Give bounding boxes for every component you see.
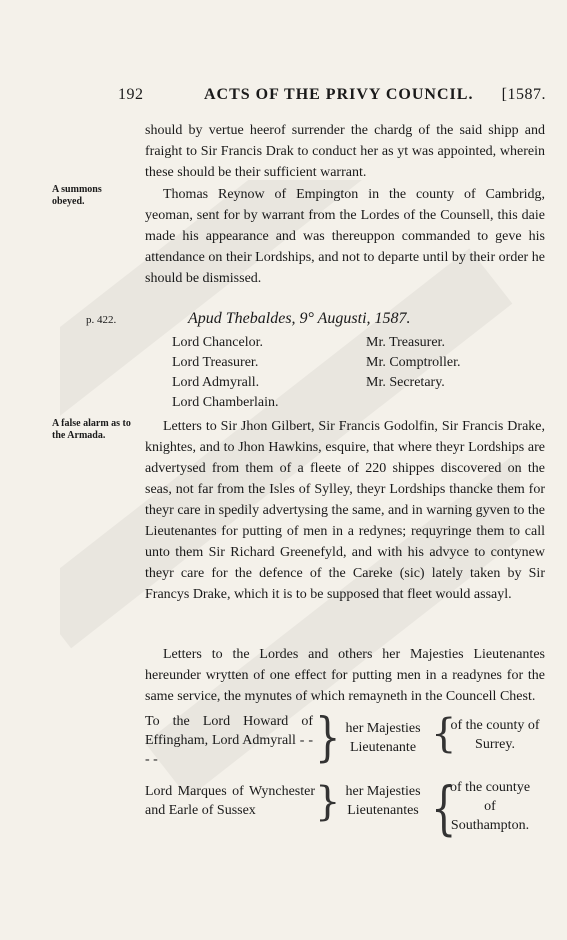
recipient-title bbox=[335, 782, 431, 820]
title-line: Lieutenante bbox=[349, 740, 417, 755]
member-entry: Lord Treasurer. bbox=[172, 355, 259, 370]
member-entry: Lord Chancelor. bbox=[172, 335, 263, 350]
member-entry: Mr. Treasurer. bbox=[366, 335, 445, 350]
margin-note-armada: A false alarm as to the Armada. bbox=[52, 418, 131, 441]
right-brace: } bbox=[315, 708, 341, 768]
member-entry: Lord Admyrall. bbox=[172, 375, 260, 390]
left-brace: { bbox=[431, 775, 457, 843]
recipient-name: Lord Marques of Wynchester and Earle of Sussex bbox=[145, 784, 315, 818]
running-title: ACTS OF THE PRIVY COUNCIL. bbox=[204, 86, 474, 103]
title-line: her Majesties bbox=[345, 784, 421, 799]
members-left-column bbox=[172, 333, 279, 413]
paragraph-summons: Thomas Reynow of Empington in the county of Cambridg, yeoman, sent for by warrant from the Lordes of the Counsell, this daie made his appearance and was thereuppon commanded to geve his attendance on their Lordships, and not to departe until by their order he should be dismissed. bbox=[145, 187, 545, 286]
paragraph-letters-lieutenants: Letters to the Lordes and others her Majesties Lieutenantes hereunder wrytten of one effect for putting men in a readynes for the same service, the mynutes of which remayneth in the Councell Chest. bbox=[145, 647, 545, 704]
recipient-county bbox=[445, 716, 545, 754]
page-number: 192 bbox=[118, 86, 144, 103]
county-line: of the county of bbox=[450, 718, 540, 733]
county-line: of Southampton. bbox=[450, 799, 530, 833]
recipient-title bbox=[335, 719, 431, 757]
county-line: Surrey. bbox=[475, 737, 515, 752]
page-reference: p. 422. bbox=[86, 314, 117, 326]
paragraph-continuation: should by vertue heerof surrender the chardg of the said shipp and fraight to Sir Francis Drak to conduct her as yt was appointed, wherein these should be their sufficient warrant. bbox=[145, 123, 545, 180]
meeting-heading: Apud Thebaldes, 9° Augusti, 1587. bbox=[188, 310, 411, 327]
letter-entry-winchester bbox=[145, 775, 545, 846]
left-brace: { bbox=[431, 711, 457, 757]
member-entry: Mr. Comptroller. bbox=[366, 355, 461, 370]
letter-entry-howard bbox=[145, 708, 545, 774]
paragraph-letters-gilbert: Letters to Sir Jhon Gilbert, Sir Francis Godolfin, Sir Francis Drake, knightes, and to Jhon Hawkins, esquire, that where theyr Lordships are advertysed from them of a fleete of 220 shippes discovered on the seas, not far from the Isles of Sylley, theyr Lordships thancke them for theyr care in spedily advertysing the same, and in warning gyven to the Lieutenantes for putting of men in a redynes; requyringe them to call unto them Sir Richard Greenefyld, and with his advyce to contynew theyr care for the defence of the Careke (sic) lately taken by Sir Francys Drake, which it is to be supposed that fleet would assayl. bbox=[145, 419, 545, 602]
running-year: [1587. bbox=[501, 86, 546, 103]
members-right-column bbox=[366, 333, 461, 393]
title-line: her Majesties bbox=[345, 721, 421, 736]
member-entry: Lord Chamberlain. bbox=[172, 395, 279, 410]
right-brace: } bbox=[315, 779, 341, 825]
title-line: Lieutenantes bbox=[347, 803, 419, 818]
county-line: of the countye bbox=[449, 780, 531, 795]
margin-note-summons: A summons obeyed. bbox=[52, 184, 102, 207]
recipient-county bbox=[447, 778, 533, 835]
recipient-name: To the Lord Howard of Effingham, Lord Admyrall - - - - bbox=[145, 714, 313, 767]
member-entry: Mr. Secretary. bbox=[366, 375, 445, 390]
